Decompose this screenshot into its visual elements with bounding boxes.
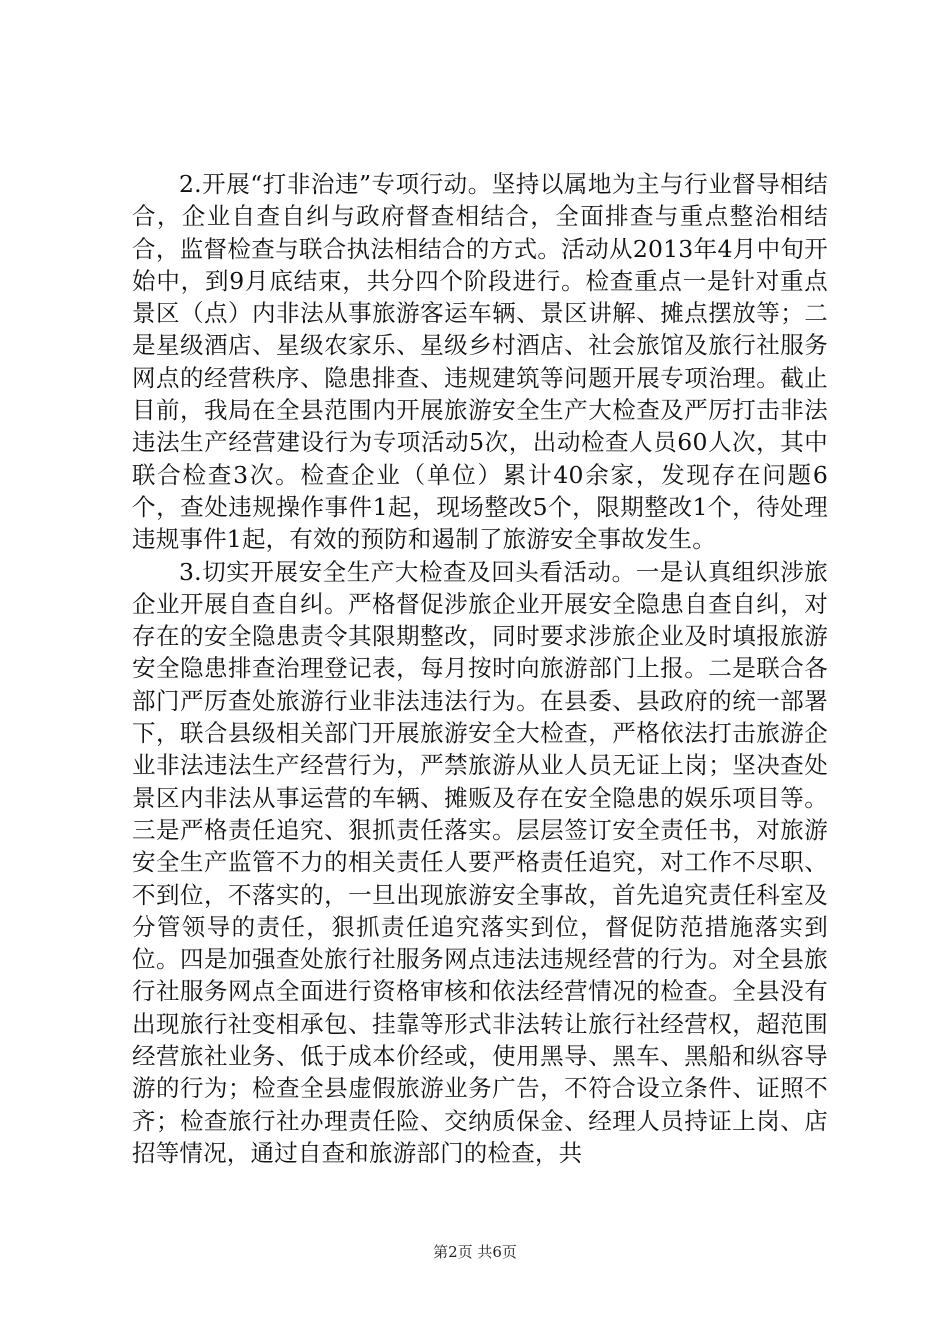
page-number: 第2页 共6页 [433,1243,517,1261]
paragraph-2: 2.开展“打非治违”专项行动。坚持以属地为主与行业督导相结合，企业自查自纠与政府督查相结合，全面排查与重点整治相结合，监督检查与联合执法相结合的方式。活动从2013年4月中旬开始中，到9月底结束，共分四个阶段进行。检查重点一是针对重点景区（点）内非法从事旅游客运车辆、景区讲解、摊点摆放等；二是星级酒店、星级农家乐、星级乡村酒店、社会旅馆及旅行社服务网点的经营秩序、隐患排查、违规建筑等问题开展专项治理。截止目前，我局在全县范围内开展旅游安全生产大检查及严厉打击非法违法生产经营建设行为专项活动5次，出动检查人员60人次，其中联合检查3次。检查企业（单位）累计40余家，发现存在问题6个，查处违规操作事件1起，现场整改5个，限期整改1个，待处理违规事件1起，有效的预防和遏制了旅游安全事故发生。 [132,170,828,554]
document-body [132,168,828,1169]
paragraph-3: 3.切实开展安全生产大检查及回头看活动。一是认真组织涉旅企业开展自查自纠。严格督促涉旅企业开展安全隐患自查自纠，对存在的安全隐患责令其限期整改，同时要求涉旅企业及时填报旅游安全隐患排查治理登记表，每月按时向旅游部门上报。二是联合各部门严厉查处旅游行业非法违法行为。在县委、县政府的统一部署下，联合县级相关部门开展旅游安全大检查，严格依法打击旅游企业非法违法生产经营行为，严禁旅游从业人员无证上岗；坚决查处景区内非法从事运营的车辆、摊贩及存在安全隐患的娱乐项目等。三是严格责任追究、狠抓责任落实。层层签订安全责任书，对旅游安全生产监管不力的相关责任人要严格责任追究，对工作不尽职、不到位，不落实的，一旦出现旅游安全事故，首先追究责任科室及分管领导的责任，狠抓责任追究落实到位，督促防范措施落实到位。四是加强查处旅行社服务网点违法违规经营的行为。对全县旅行社服务网点全面进行资格审核和依法经营情况的检查。全县没有出现旅行社变相承包、挂靠等形式非法转让旅行社经营权，超范围经营旅社业务、低于成本价经或，使用黑导、黑车、黑船和纵容导游的行为；检查全县虚假旅游业务广告，不符合设立条件、证照不齐；检查旅行社办理责任险、交纳质保金、经理人员持证上岗、店招等情况，通过自查和旅游部门的检查，共 [132,557,828,1167]
